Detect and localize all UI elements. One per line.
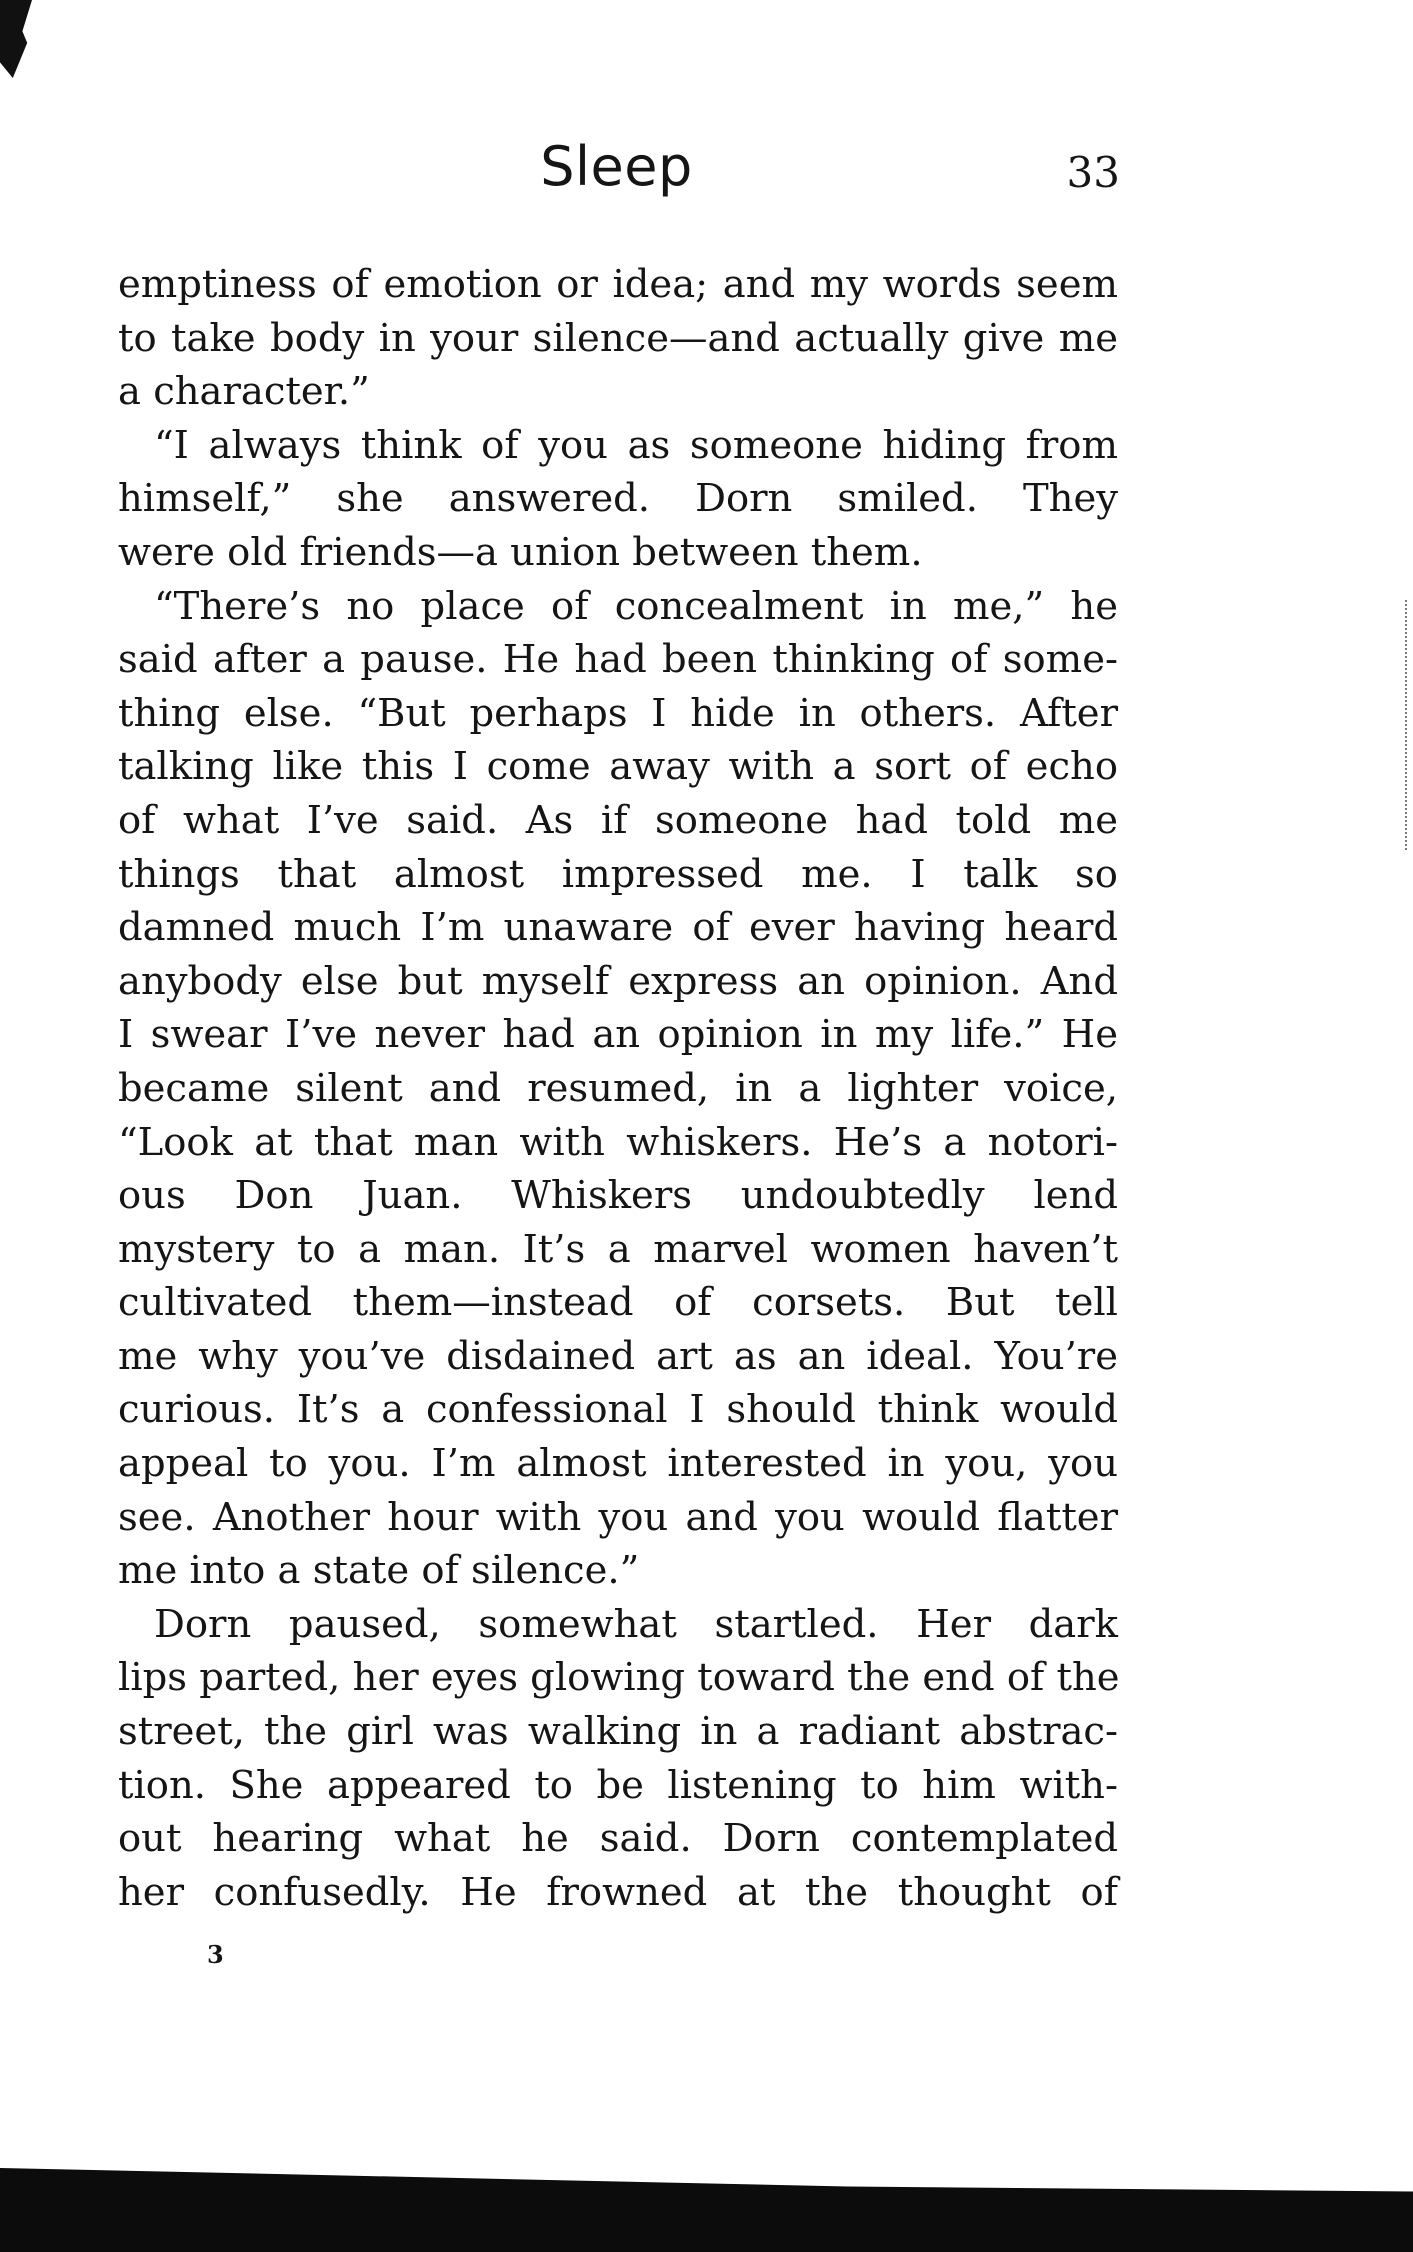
text-line: tion. She appeared to be listening to him with- (118, 1762, 1118, 1808)
text-line: of what I’ve said. As if someone had told me (118, 797, 1118, 843)
text-line: appeal to you. I’m almost interested in you, you (118, 1441, 1118, 1487)
text-line: to take body in your silence—and actually give me (118, 315, 1118, 361)
text-line: said after a pause. He had been thinking of some- (118, 637, 1118, 683)
signature-mark: 3 (207, 1940, 224, 1969)
text-line: me into a state of silence.” (118, 1548, 640, 1594)
body-text (118, 258, 1118, 1919)
text-line: her confusedly. He frowned at the thought of (118, 1869, 1118, 1915)
text-line: ous Don Juan. Whiskers undoubtedly lend (118, 1173, 1118, 1219)
text-line: “I always think of you as someone hiding from (154, 422, 1118, 468)
text-line: became silent and resumed, in a lighter voice, (118, 1065, 1118, 1111)
text-line: a character.” (118, 369, 370, 415)
text-line: anybody else but myself express an opinion. And (118, 958, 1118, 1004)
text-line: lips parted, her eyes glowing toward the end of the (118, 1655, 1120, 1701)
text-line: thing else. “But perhaps I hide in others. After (118, 690, 1118, 736)
scan-margin-speckle (1405, 600, 1413, 850)
page-number: 33 (1066, 148, 1120, 197)
text-line: cultivated them—instead of corsets. But tell (118, 1280, 1118, 1326)
text-line: Dorn paused, somewhat startled. Her dark (154, 1601, 1118, 1647)
text-line: I swear I’ve never had an opinion in my life.” He (118, 1012, 1118, 1058)
text-line: me why you’ve disdained art as an ideal. You’re (118, 1333, 1118, 1379)
text-line: mystery to a man. It’s a marvel women haven’t (118, 1226, 1118, 1272)
text-line: talking like this I come away with a sort of echo (118, 744, 1118, 790)
text-line: things that almost impressed me. I talk so (118, 851, 1118, 897)
scan-bottom-edge (0, 2168, 1413, 2252)
scan-edge-mark (0, 0, 32, 78)
text-line: out hearing what he said. Dorn contemplated (118, 1816, 1118, 1862)
text-line: were old friends—a union between them. (118, 529, 923, 575)
text-line: “Look at that man with whiskers. He’s a notori- (118, 1119, 1118, 1165)
text-line: “There’s no place of concealment in me,” he (154, 583, 1118, 629)
text-line: street, the girl was walking in a radiant abstrac- (118, 1709, 1118, 1755)
running-head-title: Sleep (540, 135, 693, 198)
text-line: damned much I’m unaware of ever having heard (118, 905, 1118, 951)
text-line: see. Another hour with you and you would flatter (118, 1494, 1118, 1540)
text-line: emptiness of emotion or idea; and my words seem (118, 262, 1118, 307)
text-line: himself,” she answered. Dorn smiled. They (118, 476, 1118, 522)
text-line: curious. It’s a confessional I should think would (118, 1387, 1118, 1433)
